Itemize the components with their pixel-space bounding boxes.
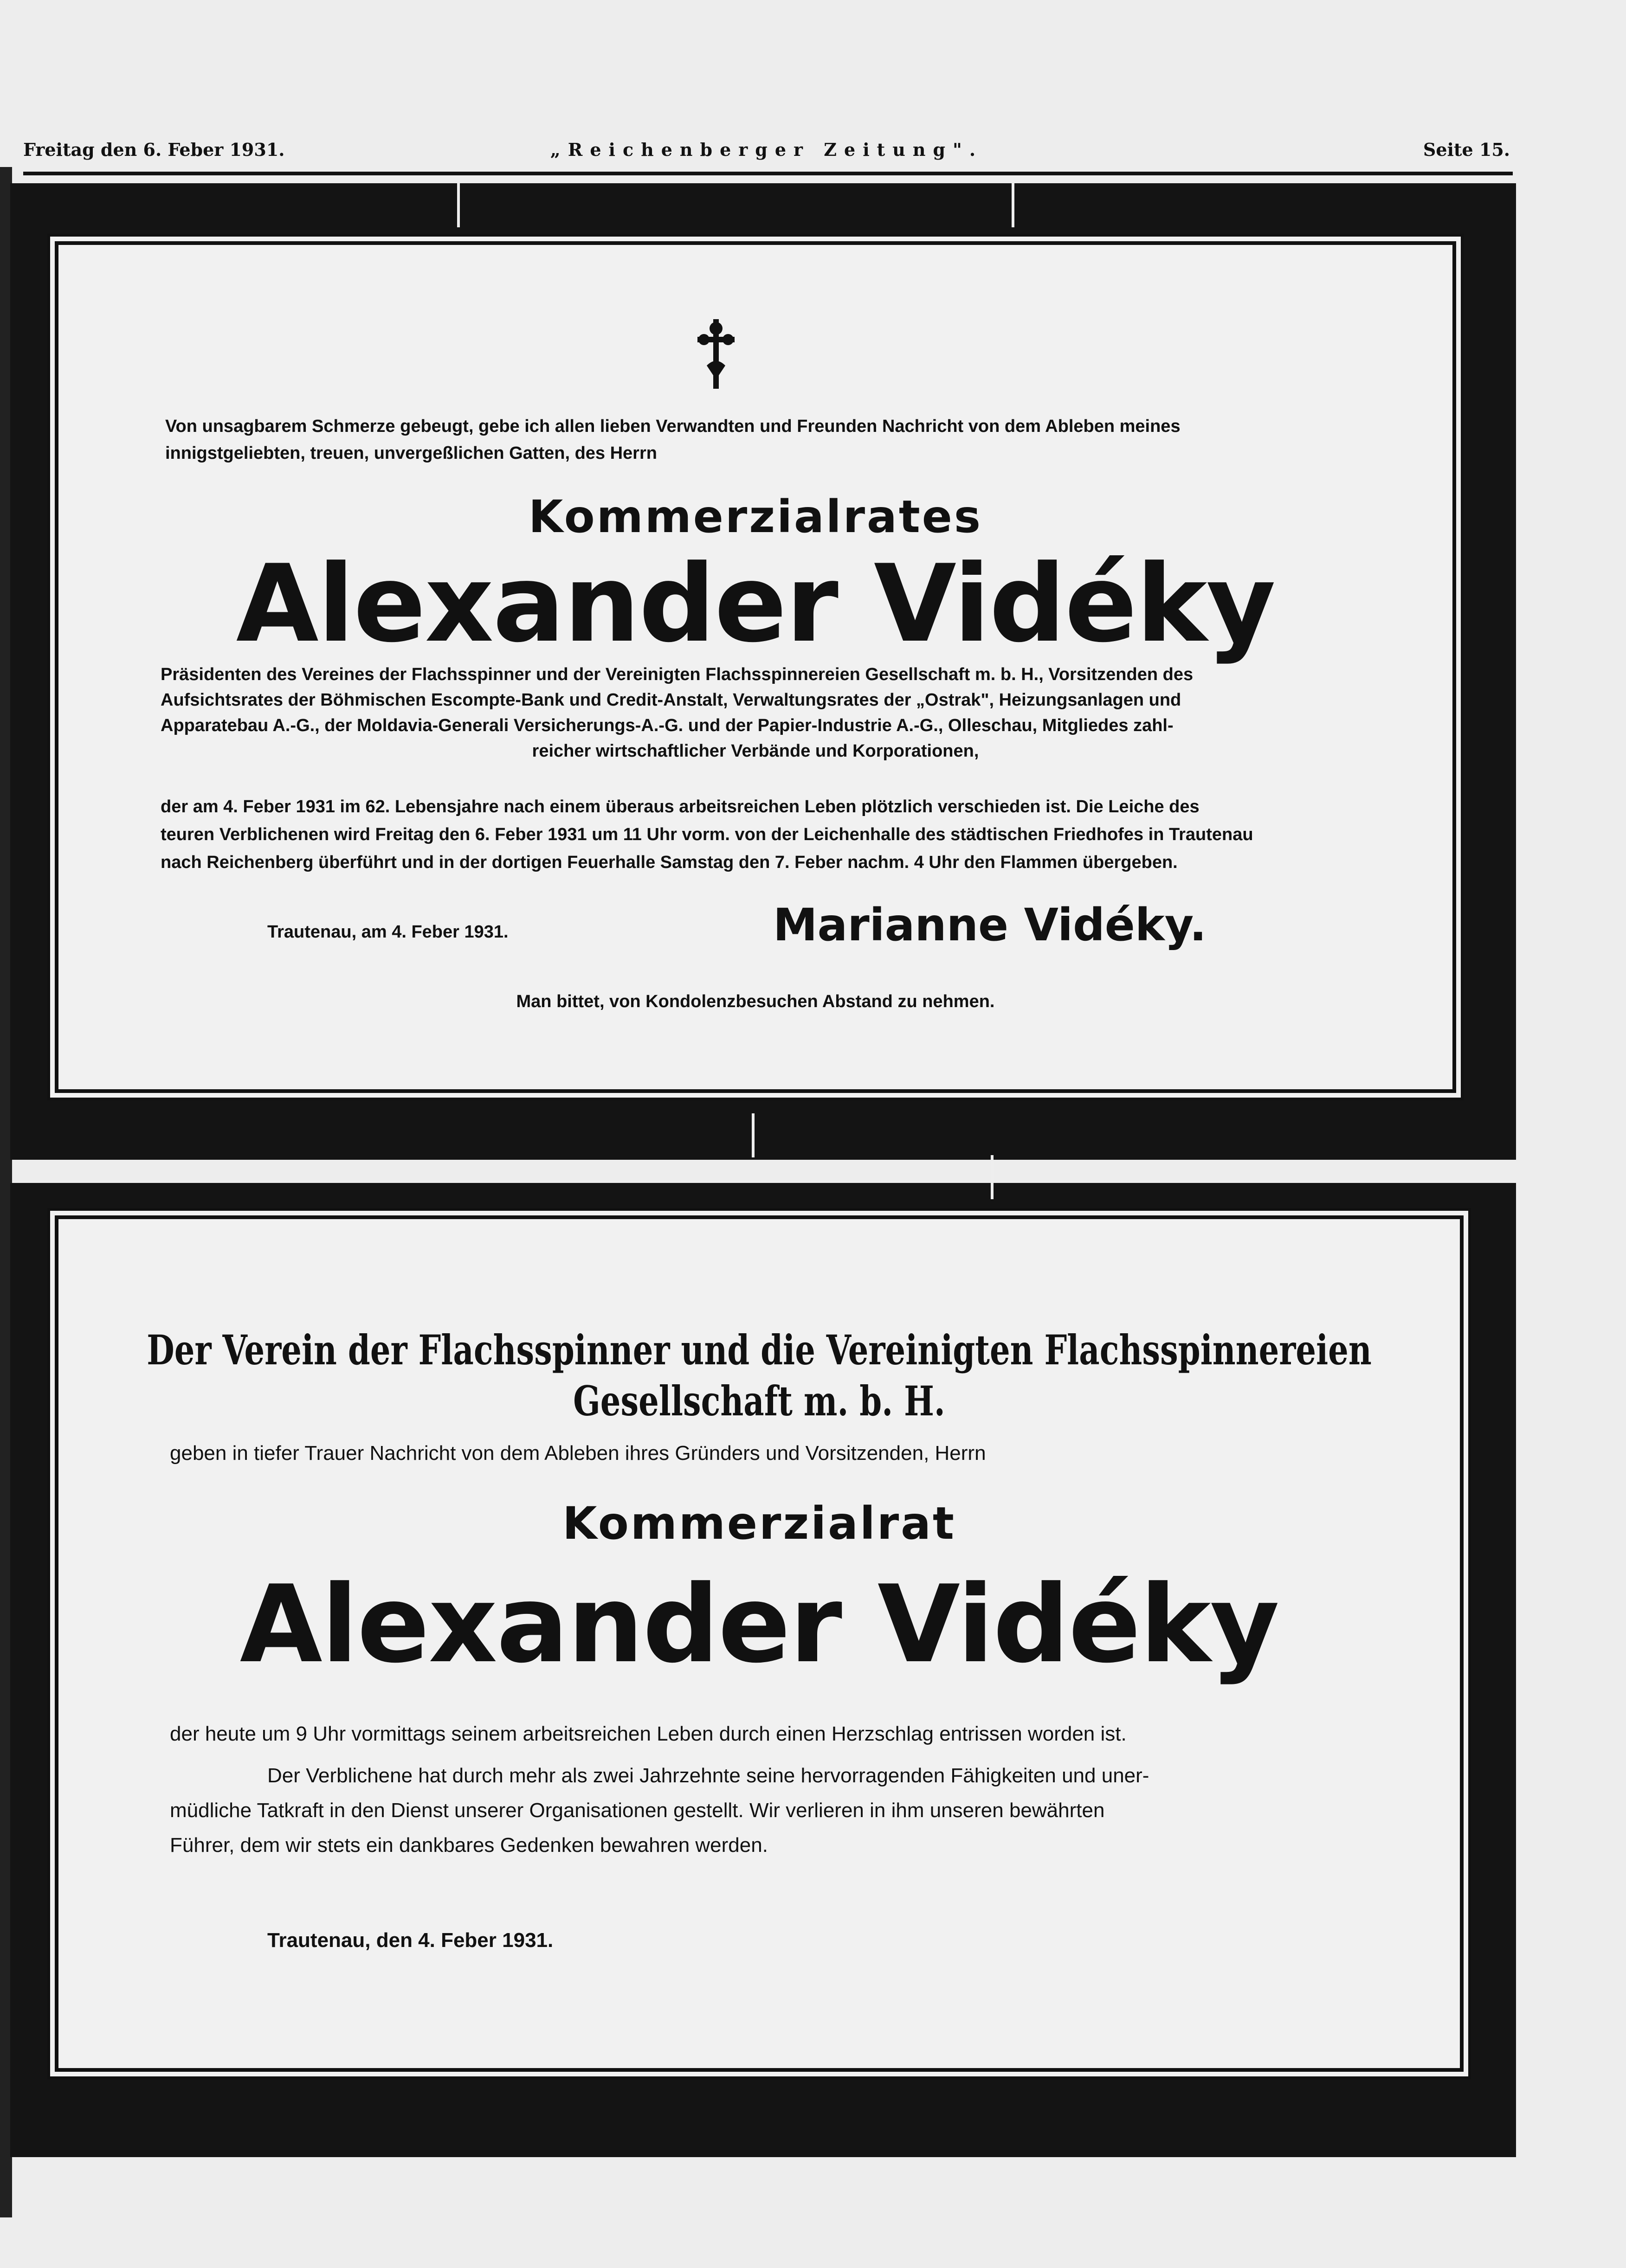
frame-mark — [752, 1113, 755, 1157]
header-newspaper-title: „Reichenberger Zeitung". — [550, 139, 983, 160]
cross-icon — [697, 319, 735, 389]
deceased-rank: Kommerzialrates — [529, 491, 982, 543]
titles-line: reicher wirtschaftlicher Verbände und Korporationen, — [532, 741, 979, 761]
frame-mark — [1012, 183, 1014, 227]
closing-note: Man bittet, von Kondolenzbesuchen Abstand zu nehmen. — [516, 992, 995, 1011]
header-date: Freitag den 6. Feber 1931. — [23, 139, 285, 160]
titles-line: Aufsichtsrates der Böhmischen Escompte-Bank und Credit-Anstalt, Verwaltungsrates der „Ostrak", Heizungsanlagen und — [161, 690, 1181, 710]
intro-line-2: innigstgeliebten, treuen, unvergeßlichen Gatten, des Herrn — [165, 443, 657, 463]
header-rule — [23, 172, 1513, 175]
organization-line-1: Der Verein der Flachsspinner und die Vereinigten Flachsspinnereien — [147, 1326, 1372, 1374]
titles-line: Präsidenten des Vereines der Flachsspinner und der Vereinigten Flachsspinnereien Gesellschaft m. b. H., Vorsitzenden des — [161, 665, 1194, 684]
frame-mark — [991, 1155, 994, 1199]
paragraph-line: Führer, dem wir stets ein dankbares Gedenken bewahren werden. — [170, 1834, 768, 1857]
page-header — [23, 139, 1510, 172]
death-line: der am 4. Feber 1931 im 62. Lebensjahre nach einem überaus arbeitsreichen Leben plötzlich verschieden ist. Die Leiche des — [161, 797, 1200, 816]
deceased-name: Alexander Vidéky — [239, 1563, 1279, 1687]
obituary-notice-2 — [55, 1215, 1464, 2072]
death-line: nach Reichenberg überführt und in der dortigen Feuerhalle Samstag den 7. Feber nachm. 4 Uhr den Flammen übergeben. — [161, 853, 1178, 872]
death-line: der heute um 9 Uhr vormittags seinem arbeitsreichen Leben durch einen Herzschlag entrissen worden ist. — [170, 1722, 1127, 1745]
paragraph-line: müdliche Tatkraft in den Dienst unserer Organisationen gestellt. Wir verlieren in ihm unseren bewährten — [170, 1799, 1105, 1822]
deceased-rank: Kommerzialrat — [562, 1497, 956, 1549]
organization-line-2: Gesellschaft m. b. H. — [573, 1377, 945, 1425]
intro-line-1: Von unsagbarem Schmerze gebeugt, gebe ich allen lieben Verwandten und Freunden Nachricht von dem Ableben meines — [165, 417, 1181, 436]
deceased-name: Alexander Vidéky — [236, 542, 1275, 666]
header-page-number: Seite 15. — [1423, 139, 1510, 160]
death-line: teuren Verblichenen wird Freitag den 6. Feber 1931 um 11 Uhr vorm. von der Leichenhalle des städtischen Friedhofes in Trautenau — [161, 825, 1253, 844]
intro-line: geben in tiefer Trauer Nachricht von dem Ableben ihres Gründers und Vorsitzenden, Herrn — [170, 1442, 986, 1465]
obituary-notice-1 — [55, 241, 1456, 1093]
paragraph-line: Der Verblichene hat durch mehr als zwei Jahrzehnte seine hervorragenden Fähigkeiten und uner- — [267, 1764, 1149, 1787]
frame-mark — [457, 183, 460, 227]
place-date: Trautenau, den 4. Feber 1931. — [267, 1929, 554, 1952]
place-date: Trautenau, am 4. Feber 1931. — [267, 922, 509, 942]
titles-line: Apparatebau A.-G., der Moldavia-Generali Versicherungs-A.-G. und der Papier-Industrie A.-G., Olleschau, Mitgliedes zahl- — [161, 716, 1174, 735]
signature: Marianne Vidéky. — [773, 899, 1207, 951]
